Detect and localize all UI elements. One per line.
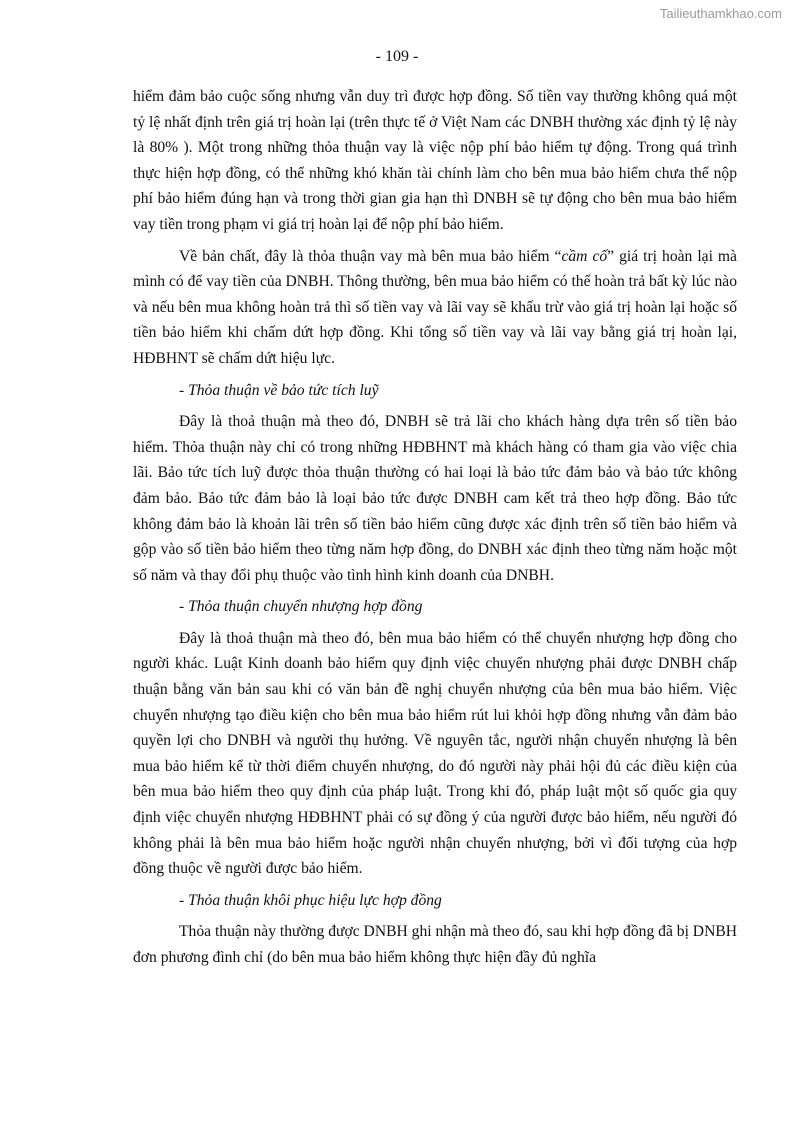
section-heading-contract-transfer: - Thỏa thuận chuyển nhượng hợp đồng <box>179 598 423 616</box>
document-body <box>133 84 737 977</box>
section-heading-accumulated-dividend: - Thỏa thuận về bảo tức tích luỹ <box>179 381 379 399</box>
page-number: - 109 - <box>375 48 419 65</box>
paragraph-accumulated-dividend: Đây là thoả thuận mà theo đó, DNBH sẽ trả lãi cho khách hàng dựa trên số tiền bảo hiểm. Thỏa thuận này chỉ có trong những HĐBHNT mà khách hàng có tham gia vào việc chia lãi. Bảo tức tích luỹ được thỏa thuận thường có hai loại là bảo tức đảm bảo và bảo tức không đảm bảo. Bảo tức đảm bảo là loại bảo tức được DNBH cam kết trả theo hợp đồng. Bảo tức không đảm bảo là khoản lãi trên số tiền bảo hiểm cũng được xác định trên số tiền bảo hiểm và gộp vào số tiền bảo hiểm theo từng năm hợp đồng, do DNBH xác định theo từng năm hoặc một số năm và thay đổi phụ thuộc vào tình hình kinh doanh của DNBH. <box>133 413 737 584</box>
paragraph-text: Về bản chất, đây là thỏa thuận vay mà bên mua bảo hiểm “ <box>179 247 562 265</box>
paragraph-loan-nature <box>133 244 737 372</box>
paragraph-loan-continued: hiểm đảm bảo cuộc sống nhưng vẫn duy trì được hợp đồng. Số tiền vay thường không quá một tỷ lệ nhất định trên giá trị hoàn lại (trên thực tế ở Việt Nam các DNBH thường xác định tỷ lệ này là 80% ). Một trong những thỏa thuận vay là việc nộp phí bảo hiểm tự động. Trong quá trình thực hiện hợp đồng, có thể những khó khăn tài chính làm cho bên mua bảo hiểm chưa thể nộp phí bảo hiểm đúng hạn và trong thời gian gia hạn thì DNBH sẽ tự động cho bên mua bảo hiểm vay tiền trong phạm vi giá trị hoàn lại để nộp phí bảo hiểm. <box>133 88 737 233</box>
paragraph-text: ” giá trị hoàn lại mà mình có để vay tiền của DNBH. Thông thường, bên mua bảo hiểm có thể hoàn trả bất kỳ lúc nào và nếu bên mua không hoàn trả thì số tiền vay và lãi vay sẽ khấu trừ vào giá trị hoàn lại hoặc số tiền bảo hiểm khi chấm dứt hợp đồng. Khi tổng số tiền vay và lãi vay bằng giá trị hoàn lại, HĐBHNT sẽ chấm dứt hiệu lực. <box>133 247 737 367</box>
italic-term: cầm cố <box>561 247 608 265</box>
section-heading-reinstatement: - Thỏa thuận khôi phục hiệu lực hợp đồng <box>179 891 442 909</box>
paragraph-reinstatement: Thỏa thuận này thường được DNBH ghi nhận mà theo đó, sau khi hợp đồng đã bị DNBH đơn phương đình chỉ (do bên mua bảo hiểm không thực hiện đầy đủ nghĩa <box>133 923 737 966</box>
paragraph-contract-transfer: Đây là thoả thuận mà theo đó, bên mua bảo hiểm có thể chuyển nhượng hợp đồng cho người khác. Luật Kinh doanh bảo hiểm quy định việc chuyển nhượng phải được DNBH chấp thuận bằng văn bản sau khi có văn bản đề nghị chuyển nhượng của bên mua bảo hiểm. Việc chuyển nhượng tạo điều kiện cho bên mua bảo hiểm rút lui khỏi hợp đồng nhưng vẫn đảm bảo quyền lợi cho DNBH và người thụ hưởng. Về nguyên tắc, người nhận chuyển nhượng là bên mua bảo hiểm kể từ thời điểm chuyển nhượng, do đó người này phải hội đủ các điều kiện của bên mua bảo hiểm theo quy định của pháp luật. Trong khi đó, pháp luật một số quốc gia quy định việc chuyển nhượng HĐBHNT phải có sự đồng ý của người được bảo hiểm, nếu người đó không phải là bên mua bảo hiểm hoặc người nhận chuyển nhượng, bởi vì đối tượng của hợp đồng thuộc về người được bảo hiểm. <box>133 629 737 878</box>
watermark: Tailieuthamkhao.com <box>659 6 782 21</box>
